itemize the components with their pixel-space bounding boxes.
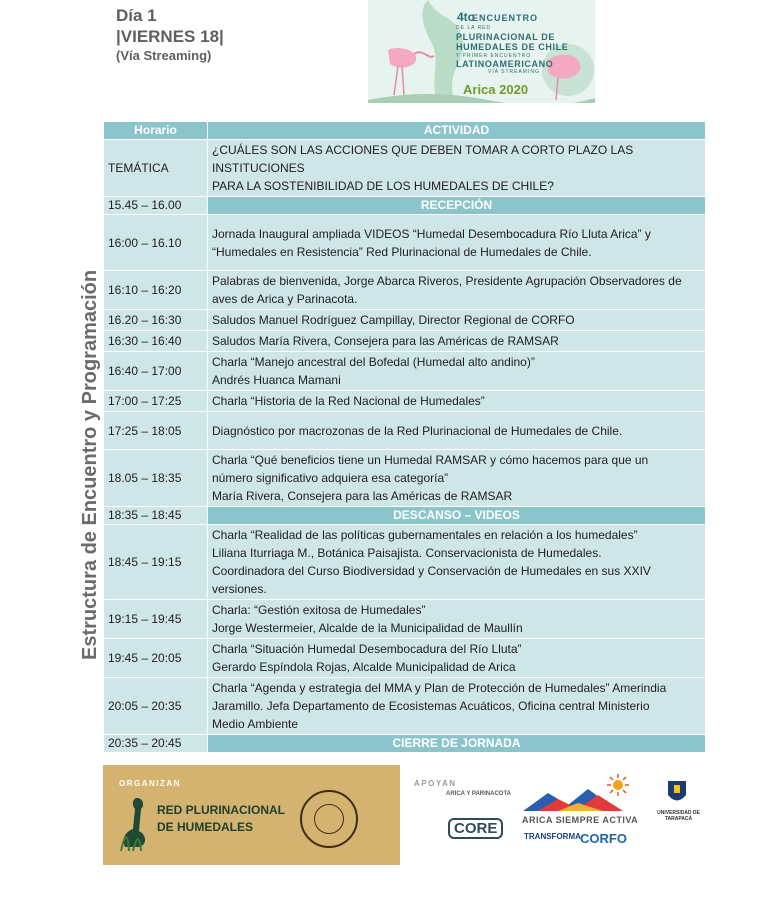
row-time: TEMÁTICA (104, 140, 208, 197)
activity-line: Andrés Huanca Mamani (212, 373, 341, 387)
row-activity (208, 140, 706, 197)
row-time: 19:15 – 19:45 (104, 600, 208, 639)
activity-line: Palabras de bienvenida, Jorge Abarca Riveros, Presidente Agrupación Observadores de (212, 274, 682, 288)
table-row (104, 140, 706, 197)
logo-line7: VÍA STREAMING (488, 69, 540, 75)
activity-line: Jorge Westermeier, Alcalde de la Municipalidad de Maullín (212, 621, 523, 635)
logo-line4: HUMEDALES DE CHILE (456, 42, 569, 52)
activity-line: Saludos Manuel Rodríguez Campillay, Director Regional de CORFO (212, 313, 575, 327)
row-activity (208, 331, 706, 352)
table-row (104, 639, 706, 678)
row-activity (208, 271, 706, 310)
row-activity (208, 352, 706, 391)
arica-siempre-activa-logo: ARICA SIEMPRE ACTIVA (522, 815, 639, 825)
row-time: 18:45 – 19:15 (104, 525, 208, 600)
core-logo: CORE (448, 818, 503, 839)
table-row (104, 507, 706, 525)
row-activity (208, 678, 706, 735)
table-row (104, 215, 706, 271)
table-row (104, 525, 706, 600)
red-plurinacional-line2: DE HUMEDALES (157, 820, 254, 834)
section-label: CIERRE DE JORNADA (208, 735, 706, 753)
logo-line2: DE LA RED (456, 25, 492, 31)
row-time: 19:45 – 20:05 (104, 639, 208, 678)
activity-line: Liliana Iturriaga M., Botánica Paisajista. Conservacionista de Humedales. (212, 546, 602, 560)
red-plurinacional-line1: RED PLURINACIONAL (157, 803, 285, 817)
event-logo (368, 0, 595, 103)
logo-city: Arica 2020 (463, 82, 529, 97)
activity-line: Gerardo Espíndola Rojas, Alcalde Municipalidad de Arica (212, 660, 516, 674)
activity-line: Charla “Qué beneficios tiene un Humedal RAMSAR y cómo hacemos para que un (212, 453, 649, 467)
sponsor-footer (103, 765, 705, 865)
organizers-panel (103, 765, 400, 865)
table-row (104, 271, 706, 310)
row-time: 18:35 – 18:45 (104, 507, 208, 525)
activity-line: Saludos María Rivera, Consejera para las Américas de RAMSAR (212, 334, 559, 348)
day-mode: (Vía Streaming) (116, 48, 212, 63)
row-activity (208, 412, 706, 450)
activity-line: versiones. (212, 582, 267, 596)
organizers-caption: ORGANIZAN (119, 779, 181, 788)
activity-line: Charla “Situación Humedal Desembocadura del Río Lluta” (212, 642, 522, 656)
row-time: 16:10 – 16:20 (104, 271, 208, 310)
table-row (104, 310, 706, 331)
activity-line: Jornada Inaugural ampliada VIDEOS “Humedal Desembocadura Río Lluta Arica” y (212, 226, 651, 241)
row-activity (208, 600, 706, 639)
arica-parinacota-logo: ARICA Y PARINACOTA (446, 791, 512, 797)
activity-line: María Rivera, Consejera para las Américas de RAMSAR (212, 489, 513, 503)
activity-line: Charla “Realidad de las políticas gubernamentales en relación a los humedales” (212, 528, 638, 542)
activity-line: Charla: “Gestión exitosa de Humedales” (212, 603, 426, 617)
activity-line: Diagnóstico por macrozonas de la Red Plurinacional de Humedales de Chile. (212, 423, 623, 438)
table-header-row (104, 122, 706, 140)
day-date: |VIERNES 18| (116, 27, 224, 46)
logo-edition: 4to (457, 10, 475, 24)
uta-logo: UNIVERSIDAD DE TARAPACÁ (657, 810, 700, 822)
activity-line: PARA LA SOSTENIBILIDAD DE LOS HUMEDALES DE CHILE? (212, 179, 554, 193)
row-activity (208, 639, 706, 678)
row-time: 16:30 – 16:40 (104, 331, 208, 352)
agenda-table (103, 121, 706, 753)
heron-logo-icon (117, 793, 157, 853)
row-activity (208, 525, 706, 600)
row-time: 16:00 – 16.10 (104, 215, 208, 271)
row-activity (208, 391, 706, 412)
table-row (104, 450, 706, 507)
row-time: 20:35 – 20:45 (104, 735, 208, 753)
activity-line: “Humedales en Resistencia” Red Plurinacional de Humedales de Chile. (212, 244, 592, 259)
table-row (104, 735, 706, 753)
section-label: DESCANSO – VIDEOS (208, 507, 706, 525)
header-time: Horario (104, 122, 208, 140)
activity-line: Charla “Manejo ancestral del Bofedal (Humedal alto andino)” (212, 355, 535, 369)
side-title: Estructura de Encuentro y Programación (79, 269, 101, 660)
header-activity: ACTIVIDAD (208, 122, 706, 140)
day-number: Día 1 (116, 6, 157, 25)
table-row (104, 331, 706, 352)
activity-line: ¿CUÁLES SON LAS ACCIONES QUE DEBEN TOMAR A CORTO PLAZO LAS INSTITUCIONES (212, 143, 634, 175)
logo-line5: Y PRIMER ENCUENTRO (456, 53, 532, 59)
table-row (104, 600, 706, 639)
activity-line: Medio Ambiente (212, 717, 299, 731)
activity-line: aves de Arica y Parinacota. (212, 292, 358, 306)
table-row (104, 412, 706, 450)
day-header (116, 5, 224, 65)
row-activity (208, 450, 706, 507)
sun-icon (606, 773, 630, 797)
row-time: 16.20 – 16:30 (104, 310, 208, 331)
supporters-caption: APOYAN (414, 779, 457, 788)
table-row (104, 678, 706, 735)
row-activity (208, 215, 706, 271)
row-activity (208, 310, 706, 331)
table-row (104, 391, 706, 412)
row-time: 17:25 – 18:05 (104, 412, 208, 450)
corfo-logo: CORFO (580, 831, 627, 846)
activity-line: Charla “Agenda y estrategia del MMA y Plan de Protección de Humedales” Amerindia (212, 681, 667, 695)
logo-line1: ENCUENTRO (472, 13, 539, 23)
activity-line: Coordinadora del Curso Biodiversidad y Conservación de Humedales en sus XXIV (212, 564, 651, 578)
row-time: 20:05 – 20:35 (104, 678, 208, 735)
activity-line: Jaramillo. Jefa Departamento de Ecosistemas Acuáticos, Oficina central Ministerio (212, 699, 650, 713)
observadores-seal-logo (300, 790, 358, 848)
logo-line3: PLURINACIONAL DE (456, 32, 555, 42)
row-time: 15.45 – 16.00 (104, 197, 208, 215)
uta-shield-icon (666, 779, 688, 807)
agenda-body (104, 140, 706, 753)
row-time: 16:40 – 17:00 (104, 352, 208, 391)
transforma-logo: TRANSFORMA (524, 832, 581, 841)
supporters-panel (400, 765, 705, 865)
section-label: RECEPCIÓN (208, 197, 706, 215)
logo-line6: LATINOAMERICANO (456, 59, 554, 69)
row-time: 18.05 – 18:35 (104, 450, 208, 507)
row-time: 17:00 – 17:25 (104, 391, 208, 412)
activity-line: Charla “Historia de la Red Nacional de Humedales” (212, 394, 485, 408)
table-row (104, 197, 706, 215)
table-row (104, 352, 706, 391)
activity-line: número significativo adquiera esa categoría” (212, 471, 449, 485)
